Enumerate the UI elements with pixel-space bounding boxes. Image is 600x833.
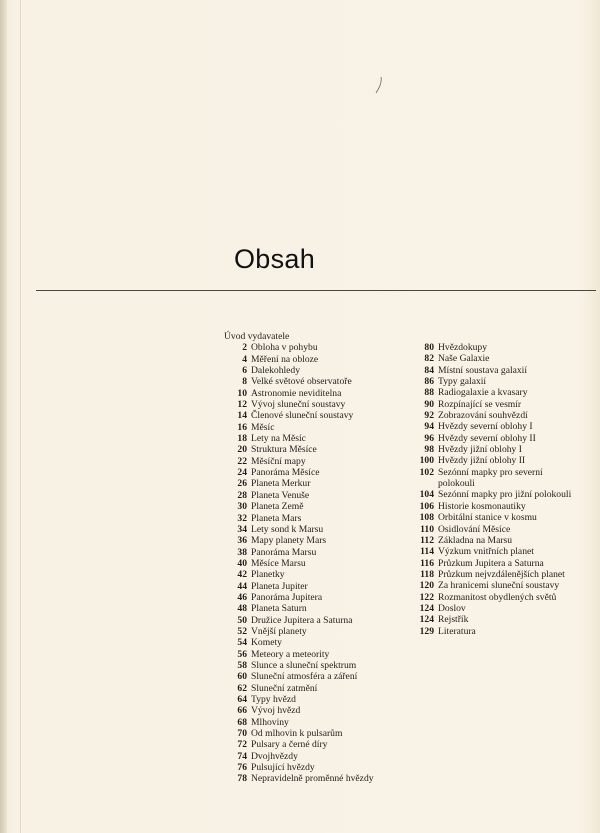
toc-entry — [408, 489, 598, 500]
toc-entry — [214, 592, 414, 603]
toc-entry-title: Planeta Jupiter — [251, 580, 308, 592]
toc-page-number: 78 — [237, 773, 247, 785]
toc-entry — [214, 569, 414, 580]
toc-entry-title: Planeta Saturn — [251, 603, 307, 615]
toc-page-number: 52 — [237, 625, 247, 637]
toc-page-number: 102 — [419, 466, 434, 478]
toc-entry — [214, 433, 414, 444]
toc-entry-title: Planeta Venuše — [251, 489, 310, 501]
toc-entry — [214, 581, 414, 592]
toc-entry-title: Družice Jupitera a Saturna — [251, 614, 353, 626]
toc-entry-title: Sluneční zatmění — [251, 682, 318, 694]
toc-entry-title: Měsíční mapy — [251, 455, 306, 467]
toc-entry — [408, 614, 598, 625]
toc-page-number: 58 — [237, 659, 247, 671]
toc-page-number: 4 — [242, 353, 247, 365]
toc-entry-title: Vnější planety — [251, 625, 307, 637]
toc-entry — [408, 444, 598, 455]
toc-entry-title: Pulsary a černé díry — [251, 739, 328, 751]
toc-entry-title: Hvězdokupy — [438, 342, 488, 353]
toc-entry — [214, 524, 414, 535]
toc-page-number: 124 — [419, 614, 434, 626]
page-title: Obsah — [234, 244, 316, 274]
toc-page-number: 22 — [237, 455, 247, 467]
toc-entry — [408, 546, 598, 557]
toc-entry-title: Za hranicemi sluneční soustavy — [438, 580, 560, 592]
toc-left-column — [214, 331, 414, 785]
toc-entry-title: Literatura — [438, 625, 476, 637]
toc-page-number: 6 — [242, 365, 247, 377]
toc-page-number: 18 — [237, 433, 247, 445]
toc-entry — [408, 524, 598, 535]
toc-entry — [408, 353, 598, 364]
toc-entry — [408, 592, 598, 603]
toc-entry — [408, 376, 598, 387]
toc-entry-title: Panoráma Měsíce — [251, 467, 320, 479]
toc-page-number: 72 — [237, 739, 247, 751]
toc-page-number: 56 — [237, 648, 247, 660]
toc-entry — [214, 683, 414, 694]
toc-entry-title: Měsíc — [251, 421, 275, 433]
toc-entry — [214, 717, 414, 728]
toc-entry — [408, 569, 598, 580]
toc-entry — [408, 365, 598, 376]
toc-entry-title: Obloha v pohybu — [251, 342, 318, 354]
toc-entry-title: Zobrazování souhvězdí — [438, 410, 528, 422]
toc-entry — [408, 478, 598, 489]
toc-entry-title: Dalekohledy — [251, 365, 301, 377]
toc-entry — [214, 478, 414, 489]
toc-entry — [408, 558, 598, 569]
toc-page-number: 86 — [424, 376, 434, 388]
toc-page-number: 88 — [424, 387, 434, 399]
toc-page-number: 68 — [237, 716, 247, 728]
toc-entry-title: Osidlování Měsíce — [438, 523, 511, 535]
toc-page-number: 34 — [237, 523, 247, 535]
toc-entry — [214, 547, 414, 558]
toc-entry-title: Mapy planety Mars — [251, 535, 327, 547]
toc-page-number: 120 — [419, 580, 434, 592]
toc-entry — [214, 705, 414, 716]
toc-entry — [214, 376, 414, 387]
toc-entry — [214, 456, 414, 467]
toc-entry — [214, 535, 414, 546]
toc-entry — [214, 671, 414, 682]
toc-entry — [214, 365, 414, 376]
toc-entry — [214, 490, 414, 501]
toc-entry — [408, 535, 598, 546]
toc-page-number: 42 — [237, 569, 247, 581]
toc-page-number: 8 — [242, 376, 247, 388]
toc-entry — [214, 422, 414, 433]
toc-entry-title: Panoráma Marsu — [251, 546, 317, 558]
toc-entry — [214, 649, 414, 660]
toc-page-number: 16 — [237, 421, 247, 433]
toc-page-number: 124 — [419, 602, 434, 614]
toc-entry-title: Hvězdy severní oblohy II — [438, 432, 536, 444]
toc-page-number: 36 — [237, 535, 247, 547]
toc-entry — [408, 421, 598, 432]
toc-entry — [214, 773, 414, 784]
toc-entry — [408, 467, 598, 478]
toc-entry-title: Typy hvězd — [251, 694, 296, 705]
title-divider — [36, 290, 596, 291]
toc-page-number: 60 — [237, 671, 247, 683]
toc-entry-title: Mlhoviny — [251, 716, 289, 728]
toc-entry — [214, 342, 414, 353]
toc-entry — [408, 501, 598, 512]
toc-page-number: 44 — [237, 580, 247, 592]
toc-entry-title: Lety sond k Marsu — [251, 523, 324, 535]
toc-page-number: 110 — [420, 523, 434, 535]
toc-page-number: 62 — [237, 682, 247, 694]
toc-page-number: 98 — [424, 444, 434, 456]
toc-entry-title: Radiogalaxie a kvasary — [438, 387, 528, 399]
toc-entry — [408, 512, 598, 523]
toc-entry — [214, 728, 414, 739]
toc-entry-title: Planeta Mars — [251, 512, 302, 524]
page-edge-line — [20, 0, 21, 833]
toc-entry-title: Průzkum Jupitera a Saturna — [438, 557, 544, 569]
toc-entry — [408, 399, 598, 410]
toc-entry — [408, 580, 598, 591]
toc-entry-title: Panoráma Jupitera — [251, 591, 323, 603]
toc-entry-title: Rozpínající se vesmír — [438, 398, 522, 410]
toc-page-number: 30 — [237, 501, 247, 513]
toc-page-number: 14 — [237, 410, 247, 422]
toc-page-number: 112 — [420, 534, 434, 546]
toc-entry — [214, 626, 414, 637]
toc-page-number: 82 — [424, 353, 434, 365]
toc-entry-title: Vývoj hvězd — [251, 705, 301, 717]
toc-entry-title: Měření na obloze — [251, 353, 319, 365]
toc-page-number: 108 — [419, 512, 434, 524]
toc-page-number: 48 — [237, 603, 247, 615]
toc-entry-title: Velké světové observatoře — [251, 376, 352, 388]
toc-entry-title: Základna na Marsu — [438, 534, 513, 546]
toc-entry — [214, 637, 414, 648]
toc-page-number: 80 — [424, 342, 434, 353]
toc-entry — [214, 410, 414, 421]
toc-entry-title: Pulsující hvězdy — [251, 762, 315, 774]
toc-entry — [214, 762, 414, 773]
toc-page-number: 54 — [237, 637, 247, 649]
toc-entry-title: Naše Galaxie — [438, 353, 490, 365]
toc-entry — [408, 455, 598, 466]
toc-entry — [408, 342, 598, 353]
toc-entry — [214, 354, 414, 365]
toc-entry-title: polokouli — [438, 478, 475, 490]
toc-page-number: 116 — [420, 557, 434, 569]
toc-entry — [408, 603, 598, 614]
toc-entry — [214, 739, 414, 750]
toc-entry-title: Slunce a sluneční spektrum — [251, 659, 357, 671]
toc-entry — [214, 513, 414, 524]
toc-entry — [214, 615, 414, 626]
toc-page-number: 26 — [237, 478, 247, 490]
toc-entry-title: Hvězdy jižní oblohy II — [438, 455, 526, 467]
toc-entry-title: Hvězdy jižní oblohy I — [438, 444, 522, 456]
toc-entry — [214, 399, 414, 410]
toc-page-number: 90 — [424, 398, 434, 410]
toc-page-number: 96 — [424, 432, 434, 444]
toc-entry — [214, 331, 414, 342]
toc-page-number: 122 — [419, 591, 434, 603]
pencil-mark-icon — [374, 76, 384, 94]
toc-entry-title: Sezónní mapky pro severní — [438, 466, 543, 478]
toc-page-number: 94 — [424, 421, 434, 433]
toc-entry — [408, 387, 598, 398]
toc-entry — [214, 501, 414, 512]
toc-entry-title: Úvod vydavatele — [224, 331, 290, 342]
toc-entry — [408, 410, 598, 421]
toc-entry — [214, 660, 414, 671]
toc-page-number: 70 — [237, 728, 247, 740]
toc-page-number: 92 — [424, 410, 434, 422]
toc-page-number: 38 — [237, 546, 247, 558]
toc-entry-title: Doslov — [438, 602, 466, 614]
toc-page-number: 20 — [237, 444, 247, 456]
toc-entry — [214, 388, 414, 399]
toc-entry-title: Výzkum vnitřních planet — [438, 546, 534, 558]
toc-page-number: 106 — [419, 500, 434, 512]
toc-entry-title: Rozmanitost obydlených světů — [438, 591, 557, 603]
toc-entry-title: Sezónní mapky pro jižní polokouli — [438, 489, 572, 501]
toc-page-number: 50 — [237, 614, 247, 626]
toc-entry-title: Planetky — [251, 569, 285, 581]
toc-page-number — [214, 331, 224, 342]
toc-page-number: 129 — [419, 625, 434, 637]
toc-entry-title: Planeta Země — [251, 501, 304, 513]
toc-entry-title: Lety na Měsíc — [251, 433, 306, 445]
toc-entry-title: Nepravidelně proměnné hvězdy — [251, 773, 374, 785]
toc-entry-title: Členové sluneční soustavy — [251, 410, 354, 422]
toc-entry-title: Astronomie neviditelna — [251, 387, 342, 399]
toc-entry — [214, 751, 414, 762]
toc-right-column — [408, 342, 598, 637]
toc-page-number: 12 — [237, 399, 247, 411]
toc-page-number: 114 — [420, 546, 434, 558]
toc-entry — [214, 467, 414, 478]
toc-entry-title: Historie kosmonautiky — [438, 500, 526, 512]
toc-entry — [408, 433, 598, 444]
toc-page-number: 76 — [237, 762, 247, 774]
toc-page-number: 66 — [237, 705, 247, 717]
toc-entry-title: Typy galaxií — [438, 376, 487, 388]
toc-entry-title: Orbitální stanice v kosmu — [438, 512, 537, 524]
toc-entry — [214, 603, 414, 614]
toc-entry — [214, 694, 414, 705]
toc-entry-title: Od mlhovin k pulsarům — [251, 728, 343, 740]
binding-gutter — [0, 0, 7, 833]
toc-page-number: 32 — [237, 512, 247, 524]
toc-entry-title: Vývoj sluneční soustavy — [251, 399, 346, 411]
toc-page-number: 74 — [237, 750, 247, 762]
toc-entry-title: Hvězdy severní oblohy I — [438, 421, 533, 433]
toc-entry — [214, 444, 414, 455]
toc-page-number: 46 — [237, 591, 247, 603]
toc-page-number: 104 — [419, 489, 434, 501]
toc-entry-title: Sluneční atmosféra a záření — [251, 671, 358, 683]
toc-page-number: 10 — [237, 387, 247, 399]
toc-page-number: 24 — [237, 467, 247, 479]
toc-entry-title: Rejstřík — [438, 614, 469, 626]
toc-page-number: 118 — [420, 568, 434, 580]
toc-entry — [408, 626, 598, 637]
toc-page-number: 28 — [237, 489, 247, 501]
toc-entry-title: Měsíce Marsu — [251, 557, 306, 569]
toc-page-number: 64 — [237, 694, 247, 705]
toc-entry-title: Planeta Merkur — [251, 478, 311, 490]
toc-entry-title: Struktura Měsíce — [251, 444, 317, 456]
toc-entry-title: Meteory a meteority — [251, 648, 330, 660]
toc-entry-title: Průzkum nejvzdálenějších planet — [438, 568, 565, 580]
toc-entry — [214, 558, 414, 569]
toc-page-number: 40 — [237, 557, 247, 569]
toc-entry-title: Místní soustava galaxií — [438, 364, 527, 376]
toc-page-number: 2 — [242, 342, 247, 354]
toc-page-number: 100 — [419, 455, 434, 467]
toc-entry-title: Dvojhvězdy — [251, 750, 298, 762]
toc-entry-title: Komety — [251, 637, 282, 649]
toc-page-number: 84 — [424, 364, 434, 376]
